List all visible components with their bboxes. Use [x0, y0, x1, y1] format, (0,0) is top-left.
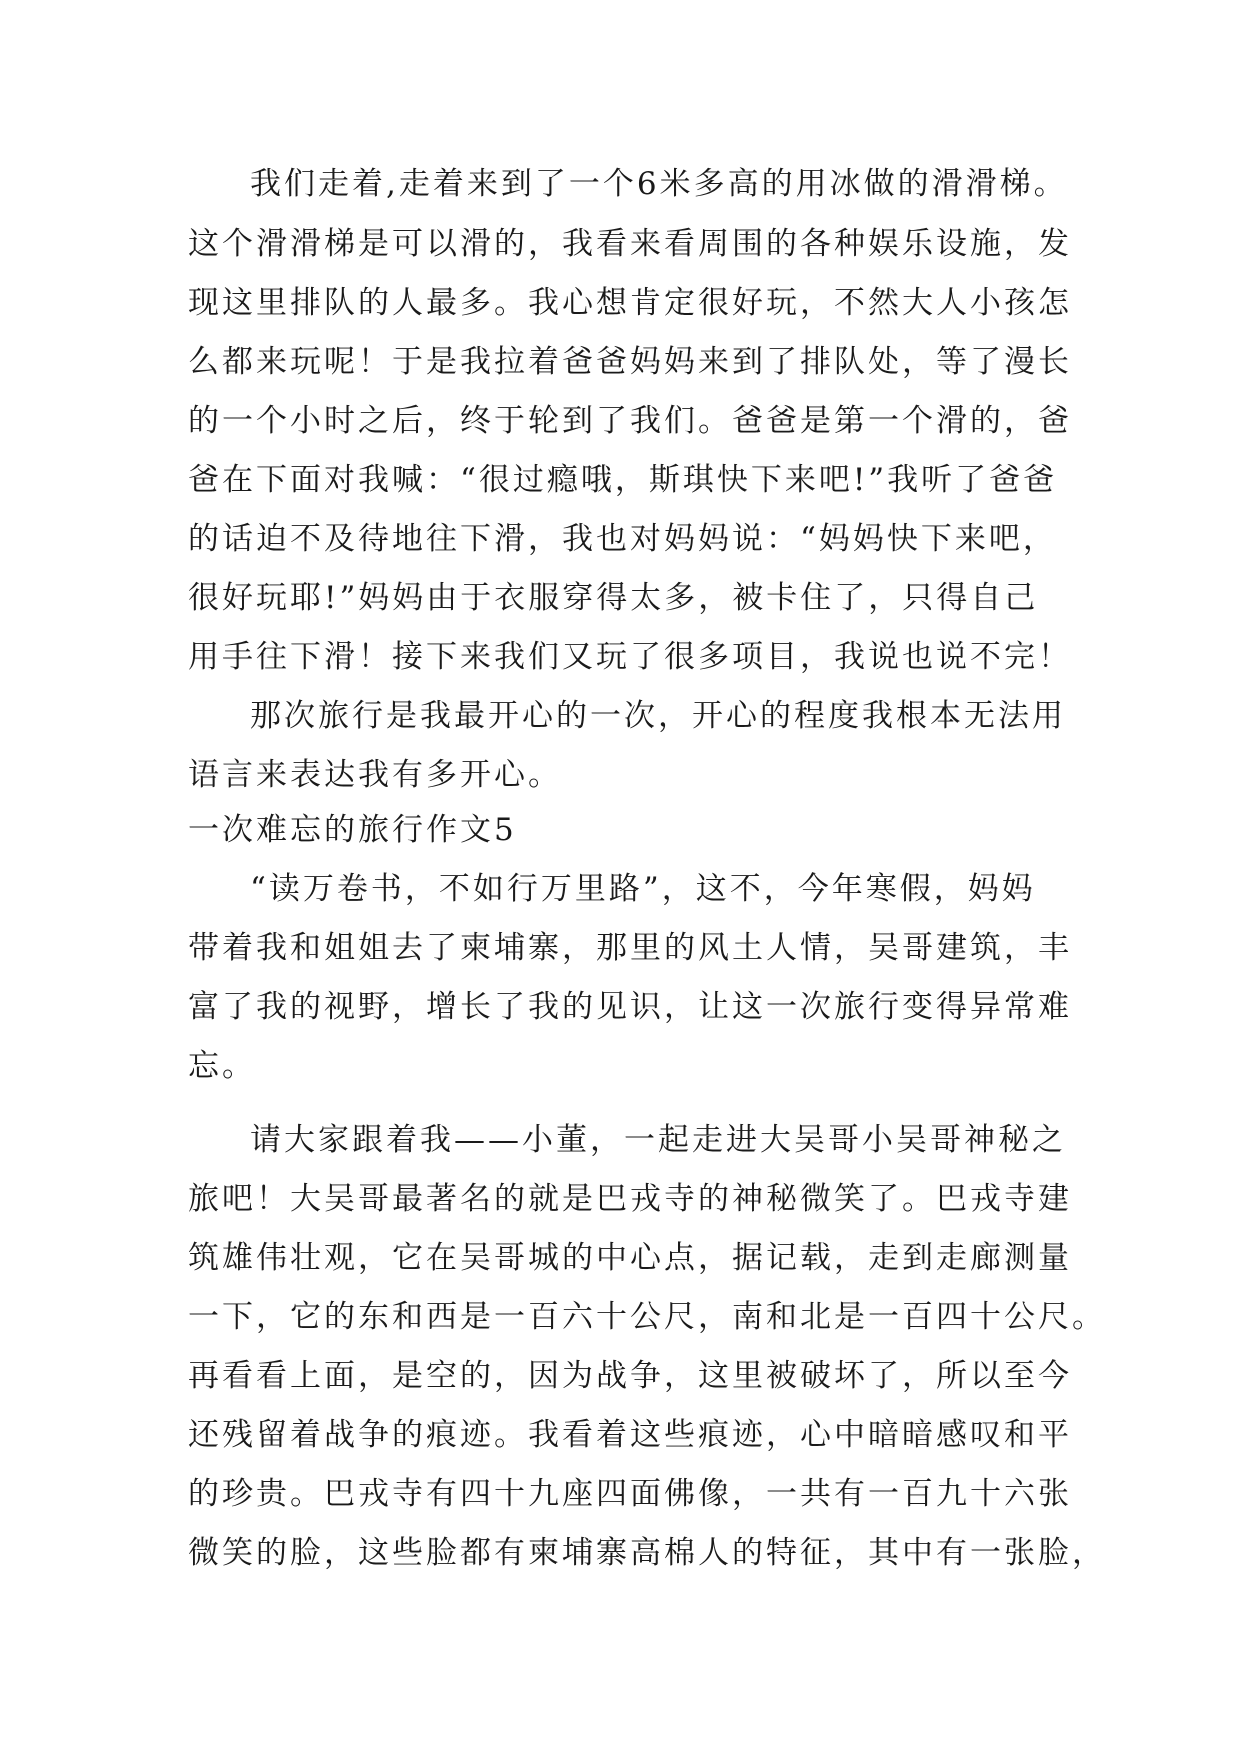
paragraph-line: 的珍贵。巴戎寺有四十九座四面佛像，一共有一百九十六张 [188, 1476, 1072, 1512]
paragraph-line: 带着我和姐姐去了柬埔寨，那里的风土人情，吴哥建筑，丰 [188, 930, 1072, 966]
paragraph-line: 这个滑滑梯是可以滑的，我看来看周围的各种娱乐设施，发 [188, 226, 1072, 262]
paragraph-line: 语言来表达我有多开心。 [188, 757, 562, 793]
paragraph-line: 还残留着战争的痕迹。我看着这些痕迹，心中暗暗感叹和平 [188, 1417, 1072, 1453]
paragraph-line: 请大家跟着我——小董，一起走进大吴哥小吴哥神秘之 [250, 1122, 1066, 1158]
paragraph-line: “读万卷书，不如行万里路”，这不，今年寒假，妈妈 [250, 871, 1036, 907]
paragraph-line: 的一个小时之后，终于轮到了我们。爸爸是第一个滑的，爸 [188, 403, 1072, 439]
paragraph-line: 很好玩耶!”妈妈由于衣服穿得太多，被卡住了，只得自己 [188, 580, 1039, 616]
paragraph-line: 旅吧！大吴哥最著名的就是巴戎寺的神秘微笑了。巴戎寺建 [188, 1181, 1072, 1217]
paragraph-line: 再看看上面，是空的，因为战争，这里被破坏了，所以至今 [188, 1358, 1072, 1394]
paragraph-line: 爸在下面对我喊：“很过瘾哦，斯琪快下来吧!”我听了爸爸 [188, 462, 1058, 498]
paragraph-line: 一下，它的东和西是一百六十公尺，南和北是一百四十公尺。 [188, 1299, 1106, 1335]
paragraph-line: 筑雄伟壮观，它在吴哥城的中心点，据记载，走到走廊测量 [188, 1240, 1072, 1276]
paragraph-line: 用手往下滑！接下来我们又玩了很多项目，我说也说不完！ [188, 639, 1072, 675]
paragraph-line: 现这里排队的人最多。我心想肯定很好玩，不然大人小孩怎 [188, 285, 1072, 321]
paragraph-line: 的话迫不及待地往下滑，我也对妈妈说：“妈妈快下来吧， [188, 521, 1057, 557]
paragraph-line: 微笑的脸，这些脸都有柬埔寨高棉人的特征，其中有一张脸， [188, 1535, 1106, 1571]
paragraph-line: 富了我的视野，增长了我的见识，让这一次旅行变得异常难 [188, 989, 1072, 1025]
section-heading: 一次难忘的旅行作文5 [188, 812, 517, 848]
paragraph-line: 么都来玩呢！于是我拉着爸爸妈妈来到了排队处，等了漫长 [188, 344, 1072, 380]
paragraph-line: 那次旅行是我最开心的一次，开心的程度我根本无法用 [250, 698, 1066, 734]
paragraph-line: 忘。 [188, 1048, 256, 1084]
paragraph-line: 我们走着,走着来到了一个6米多高的用冰做的滑滑梯。 [250, 166, 1068, 202]
